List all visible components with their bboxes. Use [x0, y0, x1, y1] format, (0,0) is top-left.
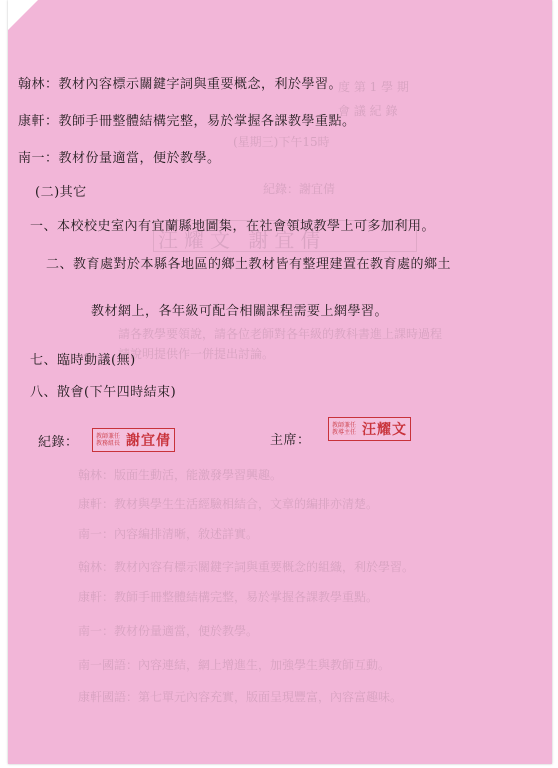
text-line: 教材網上，各年級可配合相關課程需要上網學習。 — [91, 304, 389, 319]
bleed-through-text: 南一：教材份量適當，便於教學。 — [78, 624, 259, 638]
recorder-label: 紀錄： — [38, 435, 79, 450]
text-line: 二、教育處對於本縣各地區的鄉土教材皆有整理建置在教育處的鄉土 — [46, 257, 452, 272]
text-line: 康軒：教師手冊整體結構完整，易於掌握各課教學重點。 — [18, 114, 356, 129]
bleed-through-text: 請說明提供作一併提出討論。 — [118, 347, 275, 361]
text-line: 一、本校校史室內有宜蘭縣地圖集，在社會領域教學上可多加利用。 — [30, 219, 436, 234]
bleed-through-text: 康軒國語：第七單元內容充實，版面呈現豐富，內容富趣味。 — [78, 690, 403, 704]
bleed-through-text: 南一：內容編排清晰，敘述詳實。 — [78, 527, 259, 541]
bleed-through-text: 南一國語：內容連結，網上增進生，加強學生與教師互動。 — [78, 658, 391, 672]
stamp-title-line: 教務組長 — [96, 440, 121, 447]
document-page — [8, 0, 552, 764]
stamp-title-line: 教導主任 — [332, 429, 357, 436]
recorder-stamp — [92, 428, 175, 452]
bleed-through-text: 翰林：教材內容有標示關鍵字詞與重要概念的組織，利於學習。 — [78, 560, 415, 574]
chair-stamp — [328, 417, 411, 441]
bleed-through-text: 會 議 紀 錄 — [338, 104, 398, 118]
stamp-title — [332, 422, 360, 436]
bleed-through-text: 請各教學要領說，請各位老師對各年級的教科書進上課時過程 — [118, 327, 443, 341]
text-line: 南一：教材份量適當，便於教學。 — [18, 151, 221, 166]
stamp-name: 謝宜倩 — [126, 433, 171, 449]
bleed-through-text: 康軒：教材與學生生活經驗相結合，文章的編排亦清楚。 — [78, 497, 379, 511]
bleed-through-text: 度 第 1 學 期 — [338, 80, 409, 94]
stamp-title-line: 教師兼任 — [332, 422, 357, 429]
chair-label: 主席： — [270, 433, 311, 448]
stamp-title-line: 教師兼任 — [96, 433, 121, 440]
folded-corner — [8, 0, 38, 30]
section-heading: (二)其它 — [35, 185, 87, 200]
bleed-through-text: 康軒：教師手冊整體結構完整，易於掌握各課教學重點。 — [78, 590, 379, 604]
agenda-item: 八、散會(下午四時結束) — [30, 385, 177, 400]
agenda-item: 七、臨時動議(無) — [30, 353, 136, 368]
bleed-through-text: 翰林：版面生動活，能激發學習興趣。 — [78, 468, 283, 482]
stamp-title — [96, 433, 124, 447]
stamp-name: 汪耀文 — [362, 422, 407, 438]
bleed-through-text: 汪耀文 謝宜倩 — [158, 228, 327, 252]
bleed-through-text: (星期三)下午15時 — [233, 135, 330, 149]
bleed-through-text: 紀錄：謝宜倩 — [263, 182, 336, 196]
text-line: 翰林：教材內容標示關鍵字詞與重要概念，利於學習。 — [18, 77, 343, 92]
